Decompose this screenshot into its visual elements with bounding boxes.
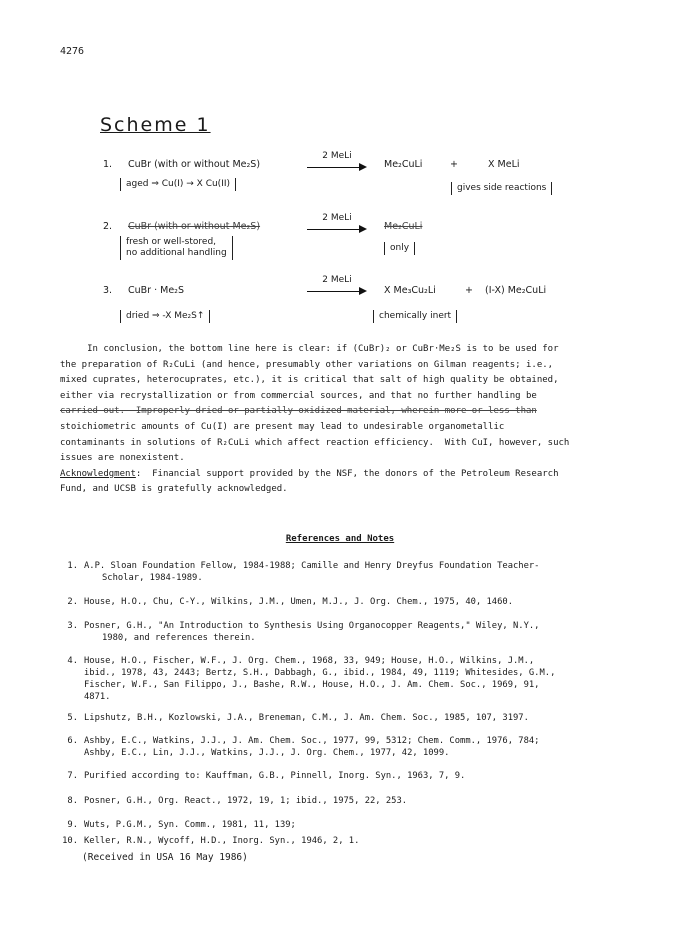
- received-date: (Received in USA 16 May 1986): [82, 852, 248, 863]
- reaction-3-note-left: dried ⇒ -X Me₂S↑: [120, 310, 210, 323]
- reaction-3-arrow-label: 2 MeLi: [322, 275, 352, 285]
- reference-number: 6.: [67, 736, 78, 746]
- acknowledgment-line-2: Fund, and UCSB is gratefully acknowledged.: [60, 484, 288, 495]
- reference-number: 8.: [67, 796, 78, 806]
- reference-8: [58, 795, 407, 807]
- reaction-2-note-left: [120, 236, 233, 260]
- reference-9: [58, 819, 296, 831]
- reference-3: [58, 620, 539, 644]
- reaction-1-arrow: [307, 151, 367, 175]
- reference-line: House, H.O., Fischer, W.F., J. Org. Chem., 1968, 33, 949; House, H.O., Wilkins, J.M.,: [84, 656, 535, 666]
- reference-number: 3.: [67, 621, 78, 631]
- reaction-3-plus: +: [465, 285, 473, 296]
- reference-line: Lipshutz, B.H., Kozlowski, J.A., Breneman, C.M., J. Am. Chem. Soc., 1985, 107, 3197.: [84, 713, 529, 723]
- reference-line: Scholar, 1984-1989.: [102, 573, 203, 583]
- reference-line: House, H.O., Chu, C-Y., Wilkins, J.M., Umen, M.J., J. Org. Chem., 1975, 40, 1460.: [84, 597, 513, 607]
- reaction-2-arrow: [307, 213, 367, 237]
- reference-line: A.P. Sloan Foundation Fellow, 1984-1988; Camille and Henry Dreyfus Foundation Teacher-: [84, 561, 540, 571]
- reaction-2-product: Me₂CuLi: [384, 221, 423, 232]
- reference-1: [58, 560, 539, 584]
- scheme-title: Scheme 1: [100, 114, 211, 136]
- acknowledgment-label: Acknowledgment: [60, 468, 136, 479]
- reference-number: 9.: [67, 820, 78, 830]
- reference-line: Fischer, W.F., San Filippo, J., Bashe, R.W., House, H.O., J. Am. Chem. Soc., 1969, 91,: [84, 680, 540, 690]
- reference-number: 4.: [67, 656, 78, 666]
- reaction-3-product-b: (I-X) Me₂CuLi: [485, 285, 547, 296]
- conclusion-line: issues are nonexistent.: [60, 453, 185, 464]
- acknowledgment-line: [60, 467, 625, 483]
- reaction-3-product-a: X Me₃Cu₂Li: [384, 285, 436, 296]
- reference-line: Posner, G.H., Org. React., 1972, 19, 1; ibid., 1975, 22, 253.: [84, 796, 408, 806]
- conclusion-line: the preparation of R₂CuLi (and hence, presumably other variations on Gilman reagents; i.e.,: [60, 359, 554, 370]
- reaction-3-reactant: CuBr · Me₂S: [128, 285, 185, 296]
- reaction-2-number: 2.: [103, 221, 113, 232]
- reference-number: 1.: [67, 561, 78, 571]
- reference-number: 10.: [62, 836, 78, 846]
- reference-line: 1980, and references therein.: [102, 633, 256, 643]
- reaction-1-arrow-label: 2 MeLi: [322, 151, 352, 161]
- reference-number: 2.: [67, 597, 78, 607]
- reference-2: [58, 596, 513, 608]
- reaction-3-number: 3.: [103, 285, 113, 296]
- reaction-1-number: 1.: [103, 159, 113, 170]
- reference-line: Purified according to: Kauffman, G.B., Pinnell, Inorg. Syn., 1963, 7, 9.: [84, 771, 466, 781]
- reference-5: [58, 712, 529, 724]
- reaction-1-plus: +: [450, 159, 458, 170]
- reaction-2-note-left-line-1: fresh or well-stored,: [126, 237, 217, 247]
- references-heading: References and Notes: [285, 534, 395, 544]
- reaction-2-arrow-label: 2 MeLi: [322, 213, 352, 223]
- reference-line: ibid., 1978, 43, 2443; Bertz, S.H., Dabbagh, G., ibid., 1984, 49, 1119; Whitesides, G.M.,: [84, 668, 556, 678]
- page-number: 4276: [60, 46, 85, 57]
- conclusion-line: contaminants in solutions of R₂CuLi which affect reaction efficiency. With CuI, however, such: [60, 437, 570, 448]
- conclusion-line: In conclusion, the bottom line here is clear: if (CuBr)₂ or CuBr·Me₂S is to be used for: [60, 344, 559, 354]
- conclusion-paragraph: [60, 342, 625, 498]
- reference-line: 4871.: [84, 692, 111, 702]
- reaction-2-reactant: CuBr (with or without Me₂S): [128, 221, 261, 232]
- reaction-3-note-right: chemically inert: [373, 310, 457, 323]
- reaction-1-reactant: CuBr (with or without Me₂S): [128, 159, 261, 170]
- reference-number: 7.: [67, 771, 78, 781]
- reference-line: Posner, G.H., "An Introduction to Synthesis Using Organocopper Reagents," Wiley, N.Y.,: [84, 621, 540, 631]
- conclusion-line: mixed cuprates, heterocuprates, etc.), it is critical that salt of high quality be obtained,: [60, 375, 559, 386]
- acknowledgment-text: : Financial support provided by the NSF, the donors of the Petroleum Research: [135, 468, 559, 479]
- conclusion-line: carried out. Improperly dried or partially oxidized material, wherein more or less than: [60, 406, 537, 417]
- reaction-1-note-right: gives side reactions: [451, 182, 552, 195]
- reference-line: Keller, R.N., Wycoff, H.D., Inorg. Syn., 1946, 2, 1.: [84, 836, 360, 846]
- reference-line: Ashby, E.C., Lin, J.J., Watkins, J.J., J. Org. Chem., 1977, 42, 1099.: [84, 748, 450, 758]
- reference-4: [58, 655, 555, 703]
- reaction-3-arrow: [307, 275, 367, 299]
- conclusion-line: stoichiometric amounts of Cu(I) are present may lead to undesirable organometallic: [60, 421, 505, 432]
- reference-line: Ashby, E.C., Watkins, J.J., J. Am. Chem. Soc., 1977, 99, 5312; Chem. Comm., 1976, 784;: [84, 736, 540, 746]
- reaction-1-product-b: X MeLi: [488, 159, 520, 170]
- reaction-1-product-a: Me₂CuLi: [384, 159, 423, 170]
- reference-7: [58, 770, 465, 782]
- reference-number: 5.: [67, 713, 78, 723]
- reaction-1-note-left: aged ⇒ Cu(I) → X Cu(II): [120, 178, 236, 191]
- reference-line: Wuts, P.G.M., Syn. Comm., 1981, 11, 139;: [84, 820, 296, 830]
- reference-10: [58, 835, 359, 847]
- conclusion-line: either via recrystallization or from commercial sources, and that no further handling be: [60, 390, 537, 401]
- reaction-2-note-right: only: [384, 242, 415, 255]
- reference-6: [58, 735, 539, 759]
- reaction-2-note-left-line-2: no additional handling: [126, 248, 227, 258]
